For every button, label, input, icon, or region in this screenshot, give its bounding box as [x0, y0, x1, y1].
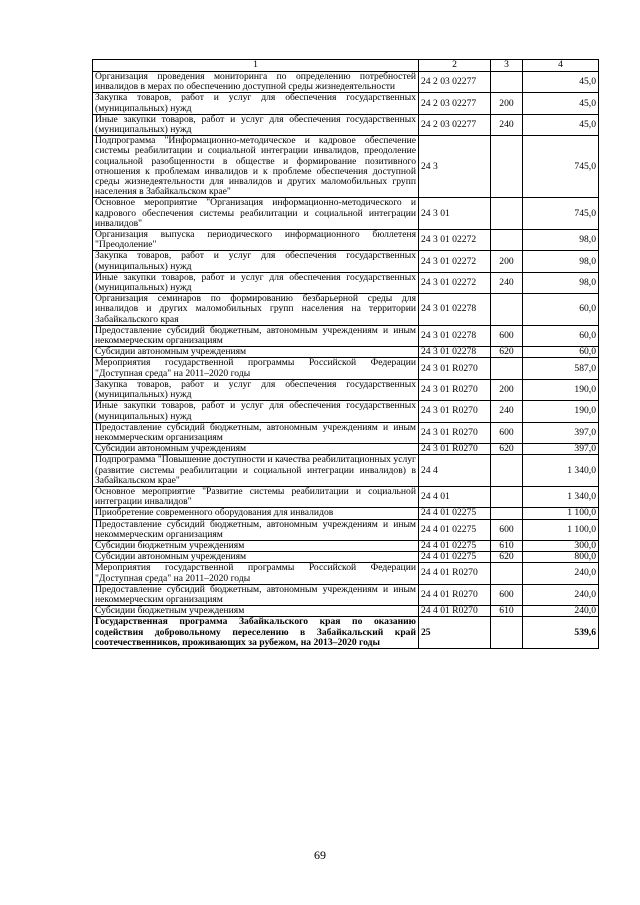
row-code-cell: 24 2 03 02277: [419, 93, 491, 114]
table-row: [93, 93, 599, 114]
row-vr-cell: 620: [491, 347, 523, 358]
row-vr-cell: 600: [491, 422, 523, 443]
table-row: [93, 230, 599, 251]
row-name-cell: Субсидии бюджетным учреждениям: [93, 606, 419, 617]
row-amount-cell: 45,0: [523, 93, 599, 114]
row-amount-cell: 800,0: [523, 552, 599, 563]
row-vr-cell: 240: [491, 401, 523, 422]
row-name-cell: Закупка товаров, работ и услуг для обеспечения государственных (муниципальных) нужд: [93, 93, 419, 114]
row-amount-cell: 190,0: [523, 401, 599, 422]
table-row: [93, 584, 599, 605]
row-amount-cell: 60,0: [523, 347, 599, 358]
row-name-cell: Мероприятия государственной программы Российской Федерации "Доступная среда" на 2011–2020 годы: [93, 563, 419, 584]
row-vr-cell: 620: [491, 552, 523, 563]
row-code-cell: 24 4 01 R0270: [419, 606, 491, 617]
row-amount-cell: 397,0: [523, 444, 599, 455]
row-code-cell: 24 4 01 R0270: [419, 563, 491, 584]
row-vr-cell: 610: [491, 540, 523, 551]
row-vr-cell: [491, 455, 523, 487]
row-code-cell: 24 3 01 R0270: [419, 444, 491, 455]
row-amount-cell: 45,0: [523, 114, 599, 135]
table-row: [93, 401, 599, 422]
row-code-cell: 24 3 01 R0270: [419, 358, 491, 379]
table-row: [93, 519, 599, 540]
row-name-cell: Организация семинаров по формированию безбарьерной среды для инвалидов и других маломобильных групп населения на территории Забайкальского края: [93, 294, 419, 326]
table-row: [93, 422, 599, 443]
row-amount-cell: 98,0: [523, 272, 599, 293]
row-vr-cell: 200: [491, 379, 523, 400]
row-code-cell: 24 2 03 02277: [419, 114, 491, 135]
row-name-cell: Субсидии автономным учреждениям: [93, 347, 419, 358]
row-vr-cell: [491, 230, 523, 251]
row-vr-cell: 620: [491, 444, 523, 455]
row-code-cell: 25: [419, 617, 491, 649]
row-amount-cell: 240,0: [523, 563, 599, 584]
row-vr-cell: [491, 563, 523, 584]
row-amount-cell: 190,0: [523, 379, 599, 400]
table-row: [93, 563, 599, 584]
row-code-cell: 24 3 01 R0270: [419, 422, 491, 443]
row-vr-cell: [491, 486, 523, 507]
row-vr-cell: 600: [491, 519, 523, 540]
budget-table: [92, 59, 599, 649]
row-code-cell: 24 4 01 02275: [419, 508, 491, 519]
table-row: [93, 617, 599, 649]
table-row: [93, 508, 599, 519]
table-row: [93, 540, 599, 551]
row-name-cell: Закупка товаров, работ и услуг для обеспечения государственных (муниципальных) нужд: [93, 379, 419, 400]
row-name-cell: Субсидии автономным учреждениям: [93, 444, 419, 455]
table-row: [93, 444, 599, 455]
row-vr-cell: [491, 136, 523, 198]
table-row: [93, 606, 599, 617]
row-code-cell: 24 3 01 02278: [419, 294, 491, 326]
table-row: [93, 72, 599, 93]
table-row: [93, 347, 599, 358]
row-name-cell: Иные закупки товаров, работ и услуг для обеспечения государственных (муниципальных) нужд: [93, 401, 419, 422]
row-vr-cell: 200: [491, 251, 523, 272]
row-amount-cell: 60,0: [523, 294, 599, 326]
row-code-cell: 24 4 01 02275: [419, 552, 491, 563]
row-name-cell: Субсидии бюджетным учреждениям: [93, 540, 419, 551]
table-row: [93, 552, 599, 563]
row-name-cell: Предоставление субсидий бюджетным, автономным учреждениям и иным некоммерческим организациям: [93, 325, 419, 346]
row-vr-cell: [491, 508, 523, 519]
row-name-cell: Подпрограмма "Информационно-методическое и кадровое обеспечение системы реабилитации и социальной интеграции инвалидов, преодоление социальной разобщенности в обществе и формирование позитивного отношения к проблемам инвалидов и к проблеме обеспечения доступной среды жизнедеятельности для инвалидов и других маломобильных групп населения в Забайкальском крае": [93, 136, 419, 198]
row-name-cell: Мероприятия государственной программы Российской Федерации "Доступная среда" на 2011–2020 годы: [93, 358, 419, 379]
row-code-cell: 24 3 01 R0270: [419, 401, 491, 422]
table-row: [93, 379, 599, 400]
row-vr-cell: [491, 72, 523, 93]
row-code-cell: 24 3 01 02278: [419, 325, 491, 346]
row-code-cell: 24 3 01 02278: [419, 347, 491, 358]
row-name-cell: Основное мероприятие "Организация информационно-методического и кадрового обеспечения системы реабилитации и социальной интеграции инвалидов": [93, 198, 419, 230]
row-amount-cell: 240,0: [523, 584, 599, 605]
table-row: [93, 251, 599, 272]
row-name-cell: Основное мероприятие "Развитие системы реабилитации и социальной интеграции инвалидов": [93, 486, 419, 507]
header-col-2: 2: [419, 60, 491, 72]
row-amount-cell: 745,0: [523, 136, 599, 198]
row-code-cell: 24 3 01 02272: [419, 230, 491, 251]
row-amount-cell: 745,0: [523, 198, 599, 230]
row-code-cell: 24 3 01 02272: [419, 272, 491, 293]
table-row: [93, 294, 599, 326]
table-row: [93, 272, 599, 293]
row-name-cell: Подпрограмма "Повышение доступности и качества реабилитационных услуг (развитие системы реабилитации и социальной интеграции инвалидов) в Забайкальском крае": [93, 455, 419, 487]
row-code-cell: 24 4 01: [419, 486, 491, 507]
table-row: [93, 358, 599, 379]
row-name-cell: Иные закупки товаров, работ и услуг для обеспечения государственных (муниципальных) нужд: [93, 114, 419, 135]
table-row: [93, 198, 599, 230]
header-col-4: 4: [523, 60, 599, 72]
row-vr-cell: 600: [491, 325, 523, 346]
row-amount-cell: 60,0: [523, 325, 599, 346]
table-row: [93, 114, 599, 135]
row-name-cell: Иные закупки товаров, работ и услуг для обеспечения государственных (муниципальных) нужд: [93, 272, 419, 293]
row-code-cell: 24 3 01 R0270: [419, 379, 491, 400]
header-col-3: 3: [491, 60, 523, 72]
row-vr-cell: 200: [491, 93, 523, 114]
row-vr-cell: 240: [491, 114, 523, 135]
row-amount-cell: 1 340,0: [523, 455, 599, 487]
row-code-cell: 24 2 03 02277: [419, 72, 491, 93]
row-code-cell: 24 4: [419, 455, 491, 487]
table-row: [93, 486, 599, 507]
row-name-cell: Закупка товаров, работ и услуг для обеспечения государственных (муниципальных) нужд: [93, 251, 419, 272]
table-body: [93, 72, 599, 649]
row-name-cell: Субсидии автономным учреждениям: [93, 552, 419, 563]
row-vr-cell: 600: [491, 584, 523, 605]
row-code-cell: 24 4 01 02275: [419, 540, 491, 551]
row-name-cell: Приобретение современного оборудования для инвалидов: [93, 508, 419, 519]
row-code-cell: 24 3 01: [419, 198, 491, 230]
row-amount-cell: 539,6: [523, 617, 599, 649]
table-row: [93, 136, 599, 198]
table-row: [93, 325, 599, 346]
row-amount-cell: 1 340,0: [523, 486, 599, 507]
header-row: [93, 60, 599, 72]
row-amount-cell: 1 100,0: [523, 519, 599, 540]
row-code-cell: 24 3 01 02272: [419, 251, 491, 272]
row-name-cell: Государственная программа Забайкальского края по оказанию содействия добровольному переселению в Забайкальский край соотечественников, проживающих за рубежом, на 2013–2020 годы: [93, 617, 419, 649]
row-name-cell: Предоставление субсидий бюджетным, автономным учреждениям и иным некоммерческим организациям: [93, 422, 419, 443]
row-vr-cell: [491, 358, 523, 379]
row-vr-cell: 610: [491, 606, 523, 617]
table-row: [93, 455, 599, 487]
row-amount-cell: 397,0: [523, 422, 599, 443]
row-amount-cell: 98,0: [523, 230, 599, 251]
row-vr-cell: 240: [491, 272, 523, 293]
row-vr-cell: [491, 294, 523, 326]
row-code-cell: 24 3: [419, 136, 491, 198]
page-number: 69: [314, 848, 326, 862]
row-amount-cell: 98,0: [523, 251, 599, 272]
header-col-1: 1: [93, 60, 419, 72]
row-amount-cell: 300,0: [523, 540, 599, 551]
row-vr-cell: [491, 617, 523, 649]
row-name-cell: Предоставление субсидий бюджетным, автономным учреждениям и иным некоммерческим организациям: [93, 584, 419, 605]
row-code-cell: 24 4 01 R0270: [419, 584, 491, 605]
row-code-cell: 24 4 01 02275: [419, 519, 491, 540]
row-amount-cell: 587,0: [523, 358, 599, 379]
row-name-cell: Организация проведения мониторинга по определению потребностей инвалидов в мерах по обеспечению доступной среды жизнедеятельности: [93, 72, 419, 93]
row-name-cell: Предоставление субсидий бюджетным, автономным учреждениям и иным некоммерческим организациям: [93, 519, 419, 540]
row-amount-cell: 240,0: [523, 606, 599, 617]
row-amount-cell: 1 100,0: [523, 508, 599, 519]
row-amount-cell: 45,0: [523, 72, 599, 93]
row-name-cell: Организация выпуска периодического информационного бюллетеня "Преодоление": [93, 230, 419, 251]
row-vr-cell: [491, 198, 523, 230]
